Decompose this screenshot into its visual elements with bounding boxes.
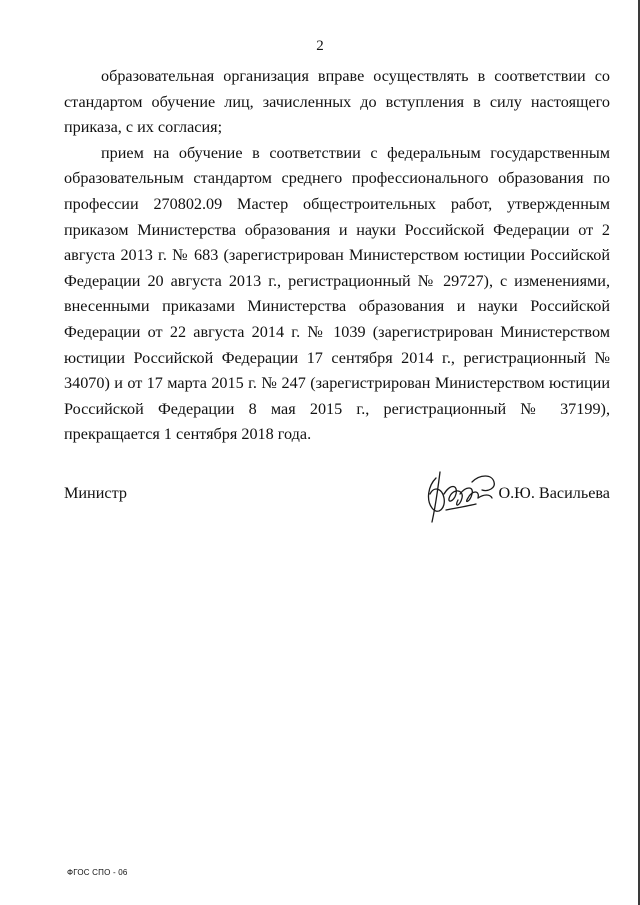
paragraph-2: прием на обучение в соответствии с федеральным государственным образовательным стандартом среднего профессионального образования по профессии 270802.09 Мастер общестроительных работ, утвержденным приказом Министерства образования и науки Российской Федерации от 2 августа 2013 г. № 683 (зарегистрирован Министерством юстиции Российской Федерации 20 августа 2013 г., регистрационный № 29727), с изменениями, внесенными приказами Министерства образования и науки Российской Федерации от 22 августа 2014 г. № 1039 (зарегистрирован Министерством юстиции Российской Федерации 17 сентября 2014 г., регистрационный № 34070) и от 17 марта 2015 г. № 247 (зарегистрирован Министерством юстиции Российской Федерации 8 мая 2015 г., регистрационный № 37199), прекращается 1 сентября 2018 года. xyxy=(64,143,610,444)
handwritten-signature xyxy=(416,464,506,528)
paragraph-1: образовательная организация вправе осуществлять в соответствии со стандартом обучение лиц, зачисленных до вступления в силу настоящего приказа, с их согласия; xyxy=(64,67,610,137)
signer-title: Министр xyxy=(64,484,127,502)
signature-block xyxy=(64,464,610,528)
signer-name: О.Ю. Васильева xyxy=(498,484,610,502)
footer-document-code: ФГОС СПО - 06 xyxy=(67,868,128,877)
document-body xyxy=(64,64,610,448)
page-number: 2 xyxy=(316,38,324,54)
